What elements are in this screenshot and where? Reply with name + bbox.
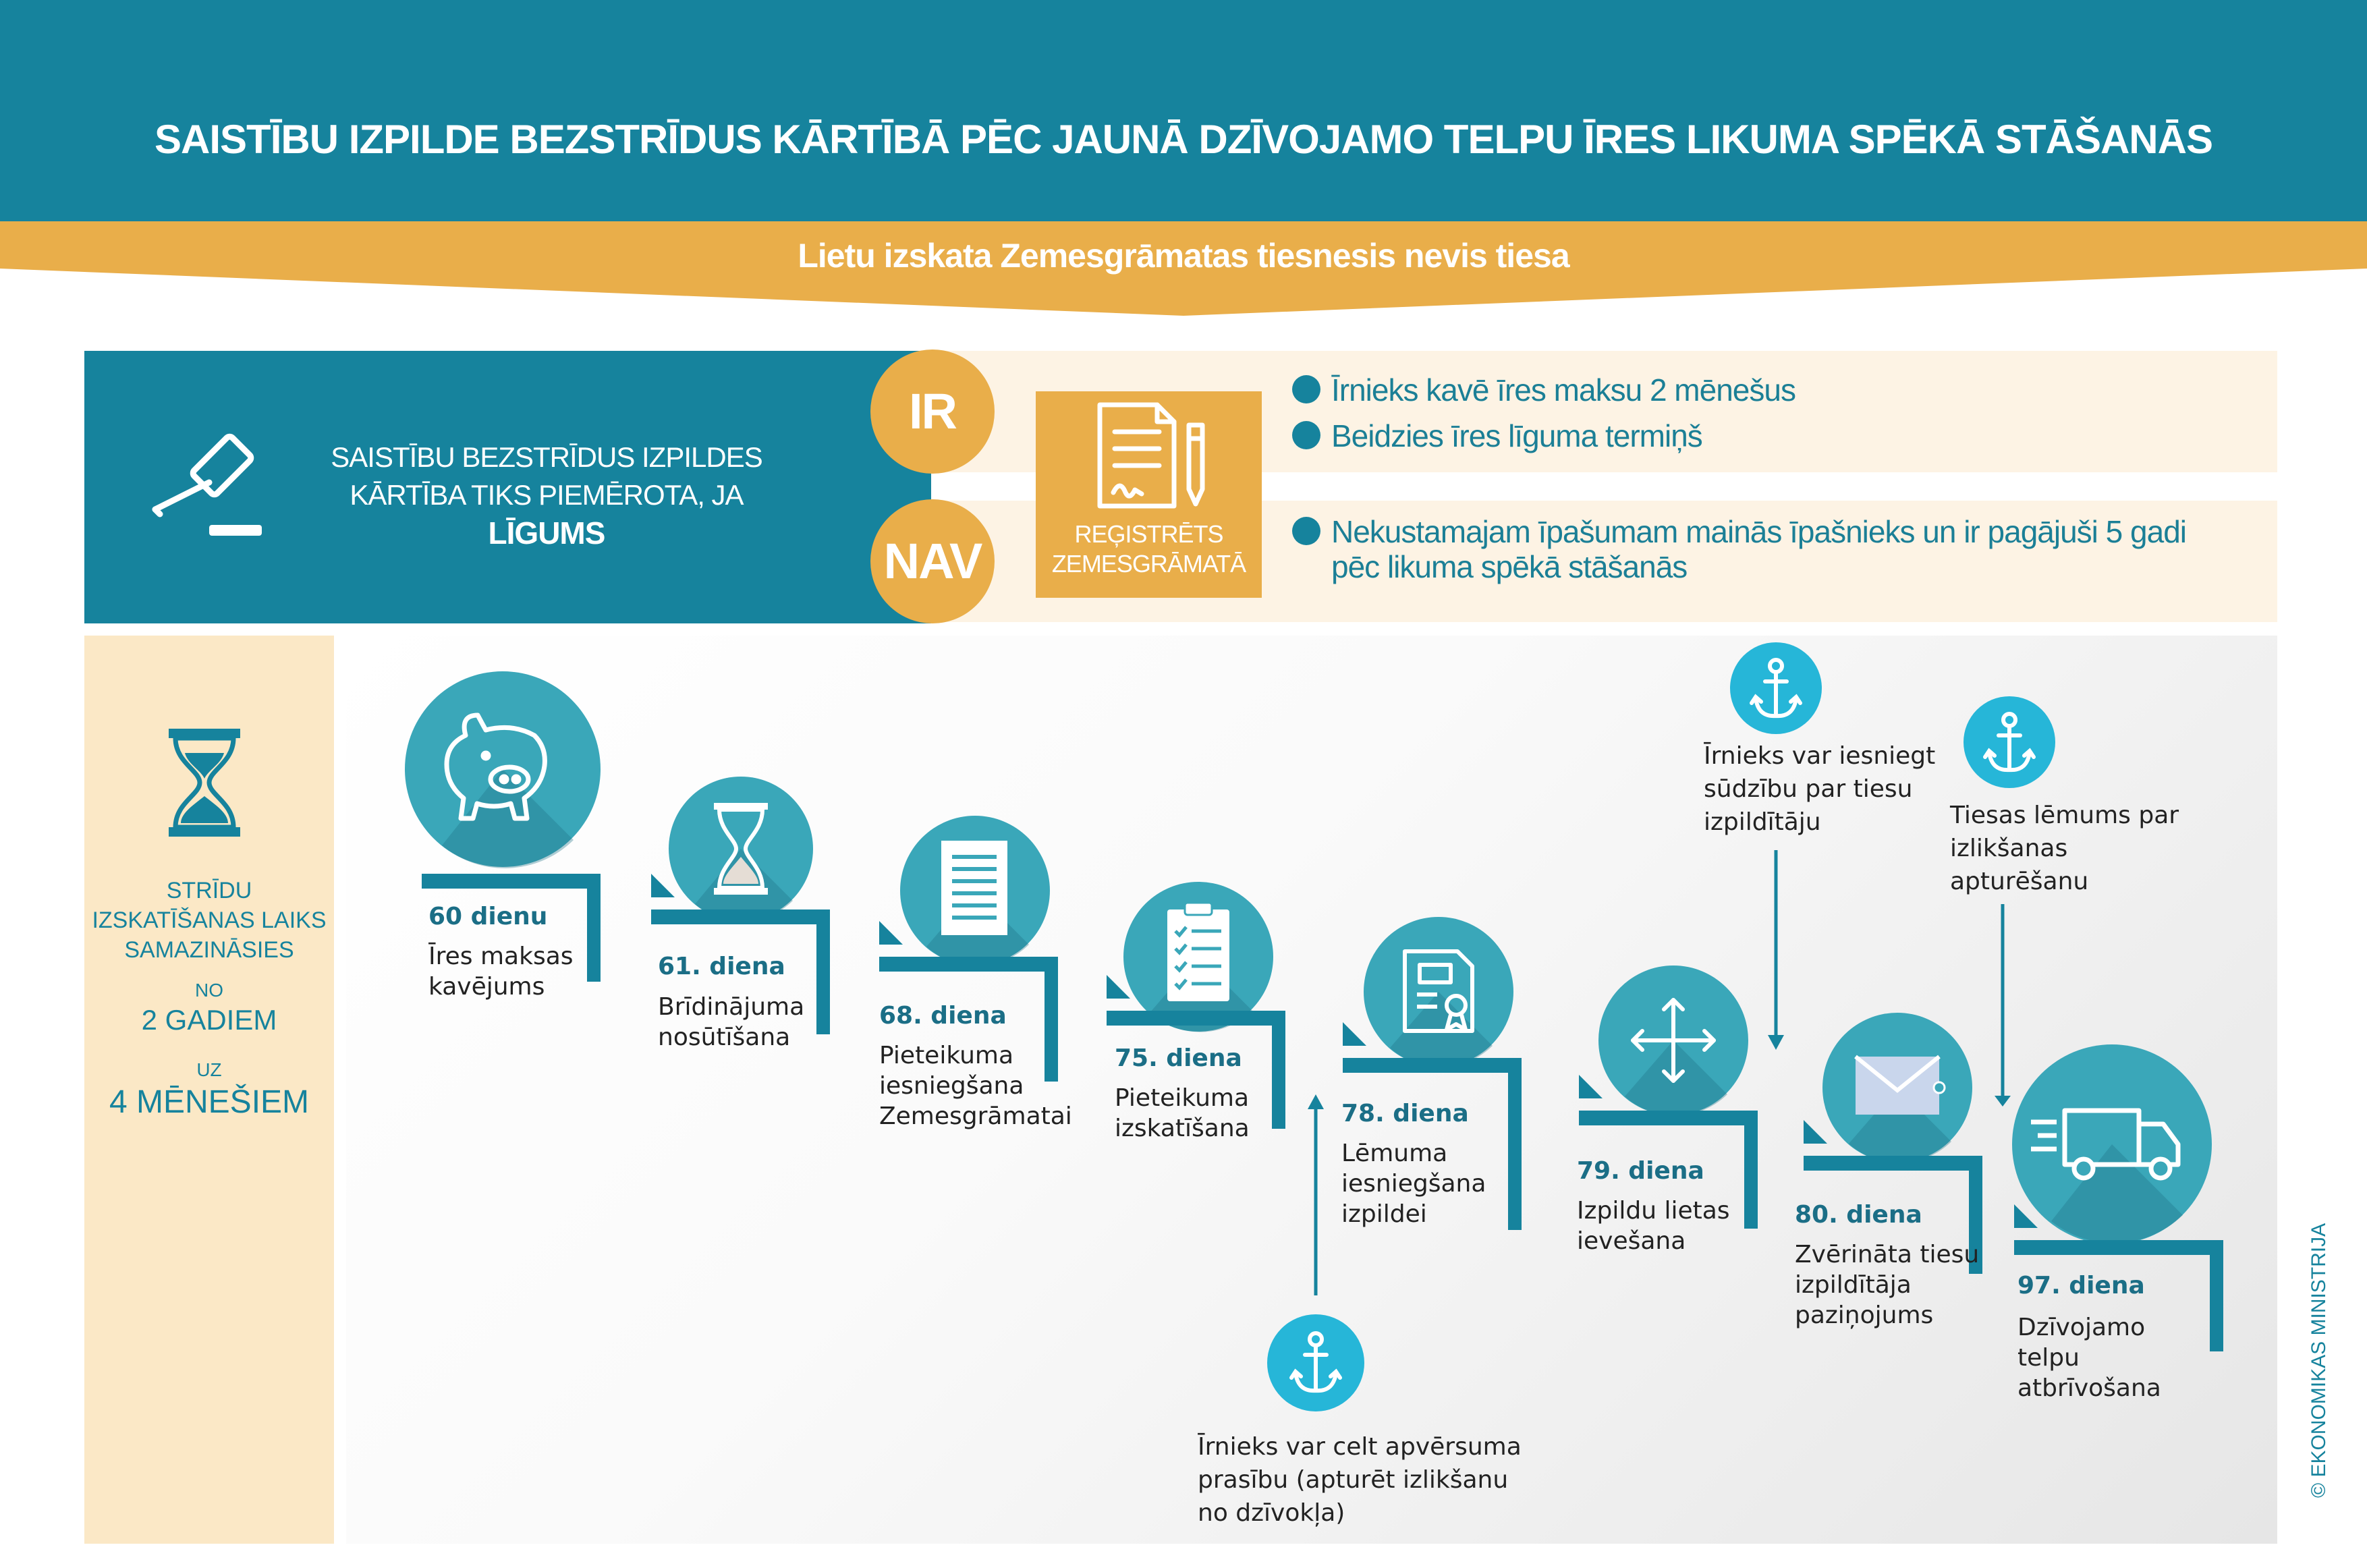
condition-line-1: SAISTĪBU BEZSTRĪDUS IZPILDES (331, 441, 762, 473)
step-label: Dzīvojamo telpu atbrīvošana (2017, 1314, 2161, 1402)
registered-line-1: REĢISTRĒTS (1074, 520, 1223, 548)
condition-line-3: LĪGUMS (488, 515, 605, 551)
hourglass-icon (167, 729, 242, 837)
note-text: Īrnieks var iesniegt sūdzību par tiesu izpildītāju (1704, 742, 1936, 836)
step-label: Lēmuma iesniegšana izpildei (1341, 1140, 1486, 1228)
from-value: 2 GADIEM (141, 1004, 277, 1036)
step-day: 78. diena (1341, 1100, 1469, 1127)
header-band (0, 0, 2367, 221)
step-label: Īres maksas kavējums (428, 943, 574, 1001)
registered-label (1036, 520, 1262, 579)
from-word: NO (195, 980, 223, 1001)
step-label: Brīdinājuma nosūtīšana (658, 993, 805, 1051)
bullet-icon (1292, 517, 1320, 545)
to-word: UZ (196, 1059, 222, 1080)
nav-item-continued: pēc likuma spēkā stāšanās (1331, 549, 1688, 584)
note-anchor-2 (1722, 641, 1830, 1053)
nav-badge: NAV (870, 499, 995, 623)
nav-item: Nekustamajam īpašumam mainās īpašnieks un ir pagājuši 5 gadi (1292, 514, 2186, 549)
step-day: 79. diena (1577, 1157, 1704, 1185)
envelope-icon (1856, 1057, 1945, 1115)
ir-item: Īrnieks kavē īres maksu 2 mēnešus (1292, 372, 1795, 408)
contract-sign-icon (1093, 398, 1215, 513)
duration-label: STRĪDU IZSKATĪŠANAS LAIKS SAMAZINĀSIES (92, 878, 327, 963)
ir-badge: IR (870, 349, 995, 474)
note-anchor-1 (1262, 1093, 1370, 1444)
to-value: 4 MĒNEŠIEM (109, 1084, 310, 1120)
bullet-icon (1292, 421, 1320, 449)
condition-line-2: KĀRTĪBA TIKS PIEMĒROTA, JA (350, 479, 744, 511)
step-day: 60 dienu (428, 903, 548, 930)
note-anchor-3 (1955, 695, 2063, 1107)
step-day: 97. diena (2017, 1272, 2145, 1299)
note-text: Īrnieks var celt apvērsuma prasību (apturēt izlikšanu no dzīvokļa) (1198, 1433, 1522, 1527)
ir-item: Beidzies īres līguma termiņš (1292, 418, 1702, 453)
bullet-icon (1292, 375, 1320, 403)
step-label: Zvērināta tiesu izpildītāja paziņojums (1795, 1241, 1980, 1329)
registered-line-2: ZEMESGRĀMATĀ (1051, 550, 1246, 578)
credit: © EKONOMIKAS MINISTRIJA (2308, 1223, 2330, 1498)
page-subtitle: Lietu izskata Zemesgrāmatas tiesnesis nevis tiesa (798, 237, 1569, 275)
page-title: SAISTĪBU IZPILDE BEZSTRĪDUS KĀRTĪBĀ PĒC JAUNĀ DZĪVOJAMO TELPU ĪRES LIKUMA SPĒKĀ STĀŠANĀS (155, 117, 2212, 162)
condition-text (297, 439, 796, 553)
step-label: Pieteikuma iesniegšana Zemesgrāmatai (879, 1042, 1072, 1130)
step-day: 61. diena (658, 953, 785, 980)
step-day: 80. diena (1795, 1201, 1922, 1229)
step-label: Izpildu lietas ievešana (1577, 1197, 1730, 1255)
step-label: Pieteikuma izskatīšana (1115, 1084, 1250, 1142)
step-icon-piggy (401, 671, 607, 874)
note-text: Tiesas lēmums par izlikšanas apturēšanu (1950, 802, 2179, 895)
step-day: 75. diena (1115, 1044, 1242, 1072)
step-day: 68. diena (879, 1002, 1007, 1030)
gavel-icon (145, 425, 273, 547)
